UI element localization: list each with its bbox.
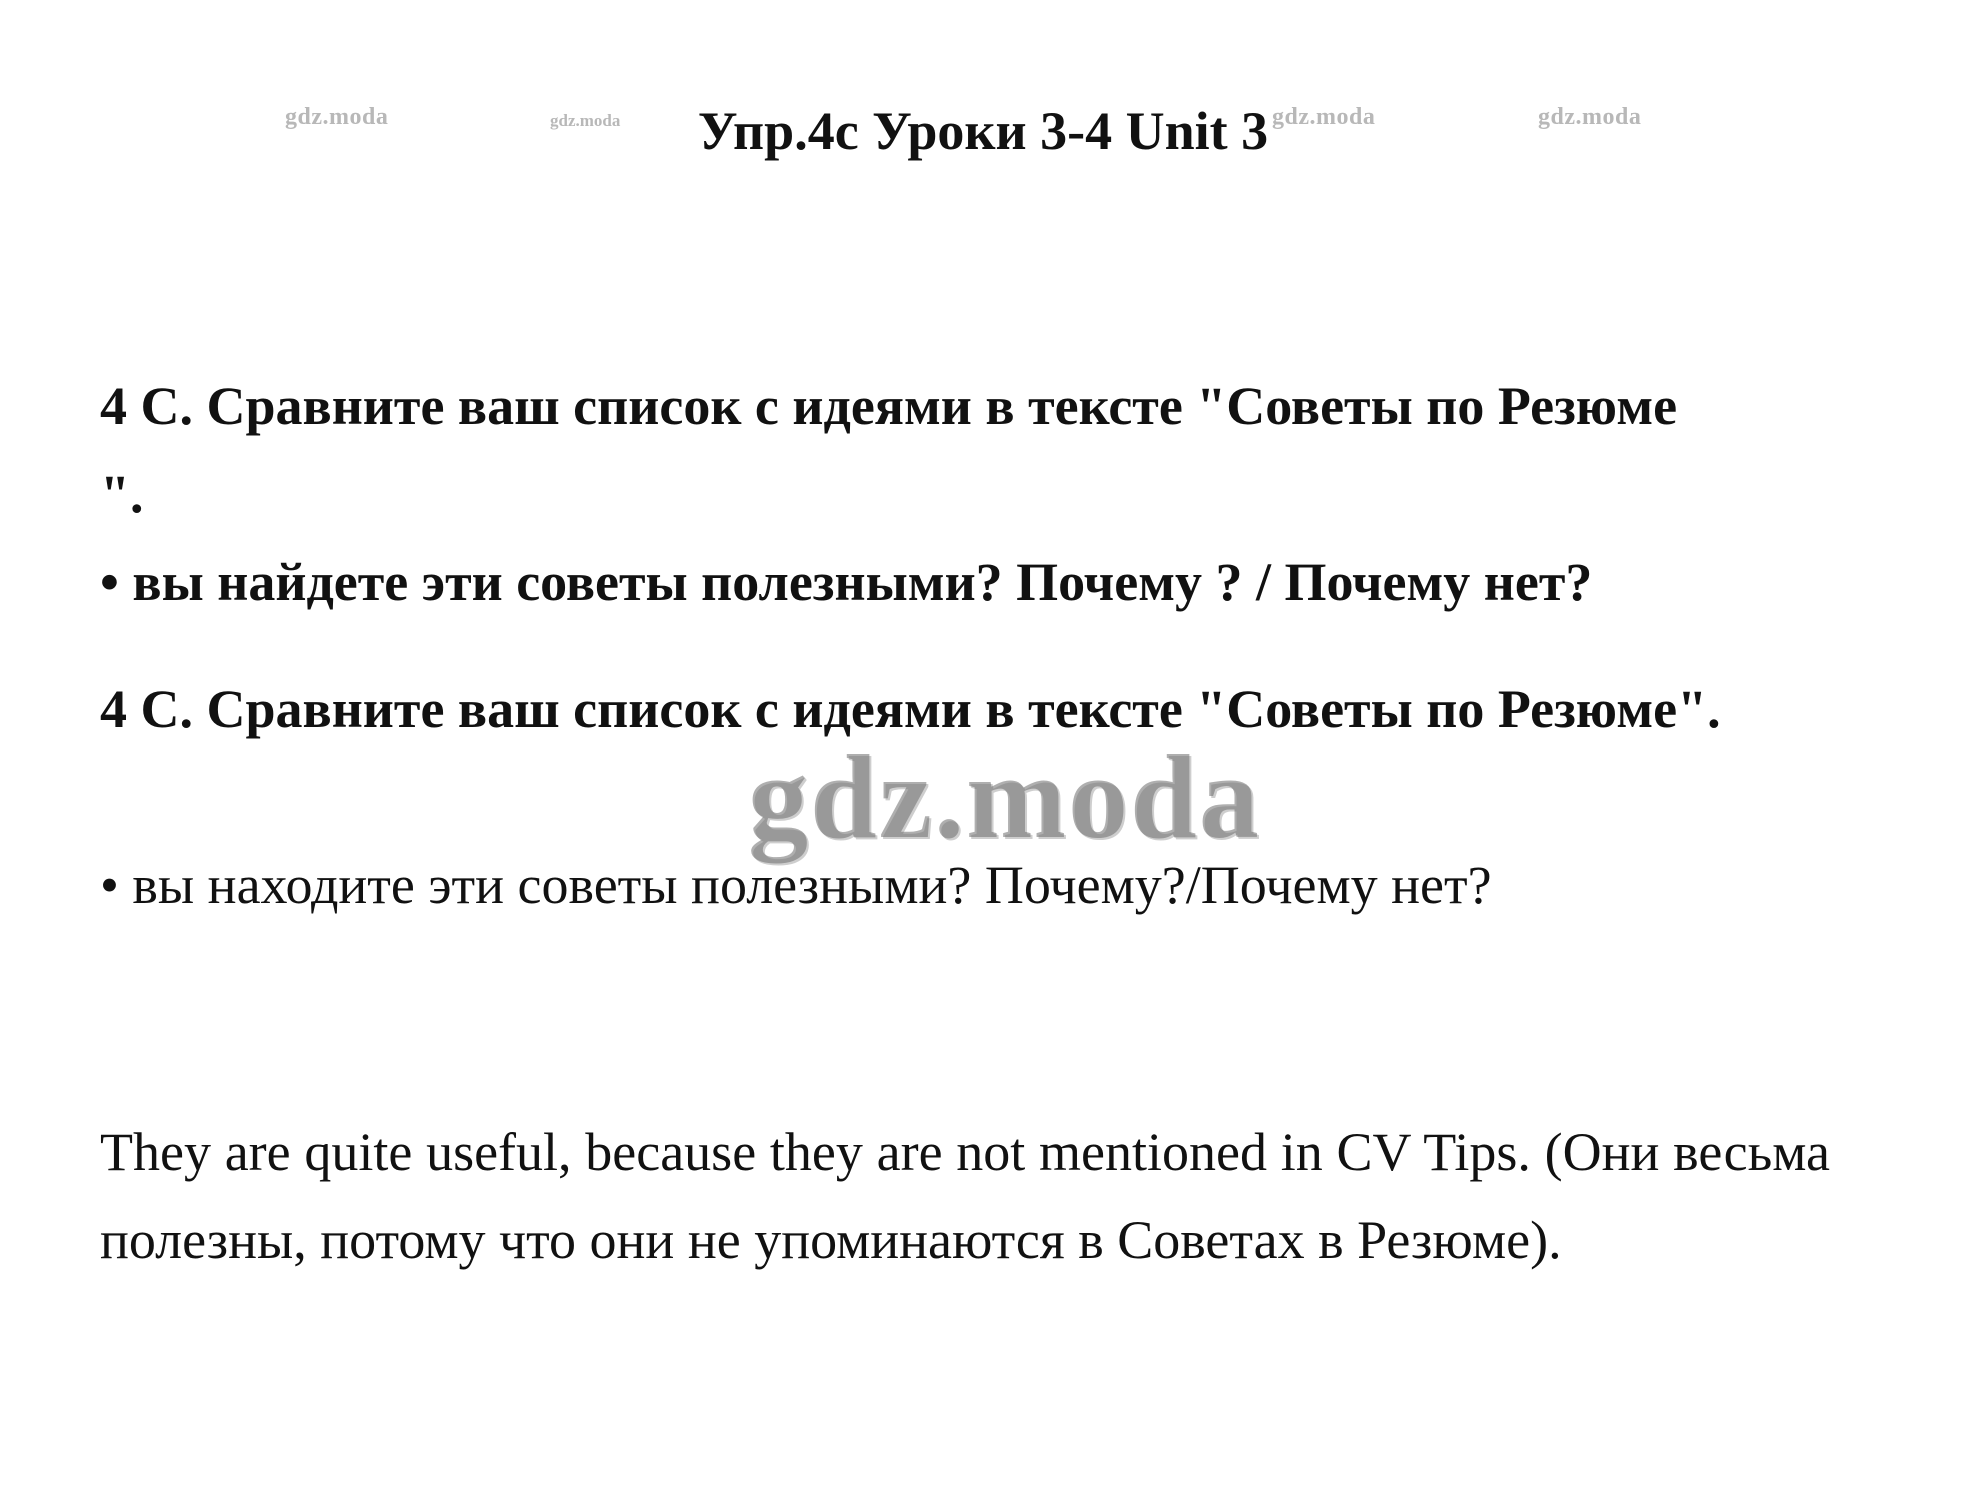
task-edited-question: • вы находите эти советы полезными? Почему?/Почему нет? — [100, 855, 1492, 915]
task-edited-heading: 4 C. Сравните ваш список с идеями в тексте "Советы по Резюме". — [100, 679, 1721, 739]
watermark-far-right: gdz.moda — [1538, 104, 1642, 130]
answer-text: They are quite useful, because they are not mentioned in CV Tips. (Они весьма полезны, потому что они не упоминаются в Советах в Резюме). — [100, 1122, 1830, 1270]
center-watermark: gdz.moda — [748, 730, 1261, 863]
task-original — [100, 362, 1830, 626]
watermark-left: gdz.moda — [285, 104, 389, 130]
page-title: Упр.4с Уроки 3-4 Unit 3 — [697, 101, 1269, 161]
task-original-line1: 4 C. Сравните ваш список с идеями в тексте "Советы по Резюме — [100, 376, 1678, 436]
task-original-line2: ". — [100, 464, 144, 524]
watermark-right: gdz.moda — [1272, 104, 1376, 130]
watermark-small-left: gdz.moda — [550, 111, 621, 130]
task-original-question: • вы найдете эти советы полезными? Почему ? / Почему нет? — [100, 552, 1593, 612]
